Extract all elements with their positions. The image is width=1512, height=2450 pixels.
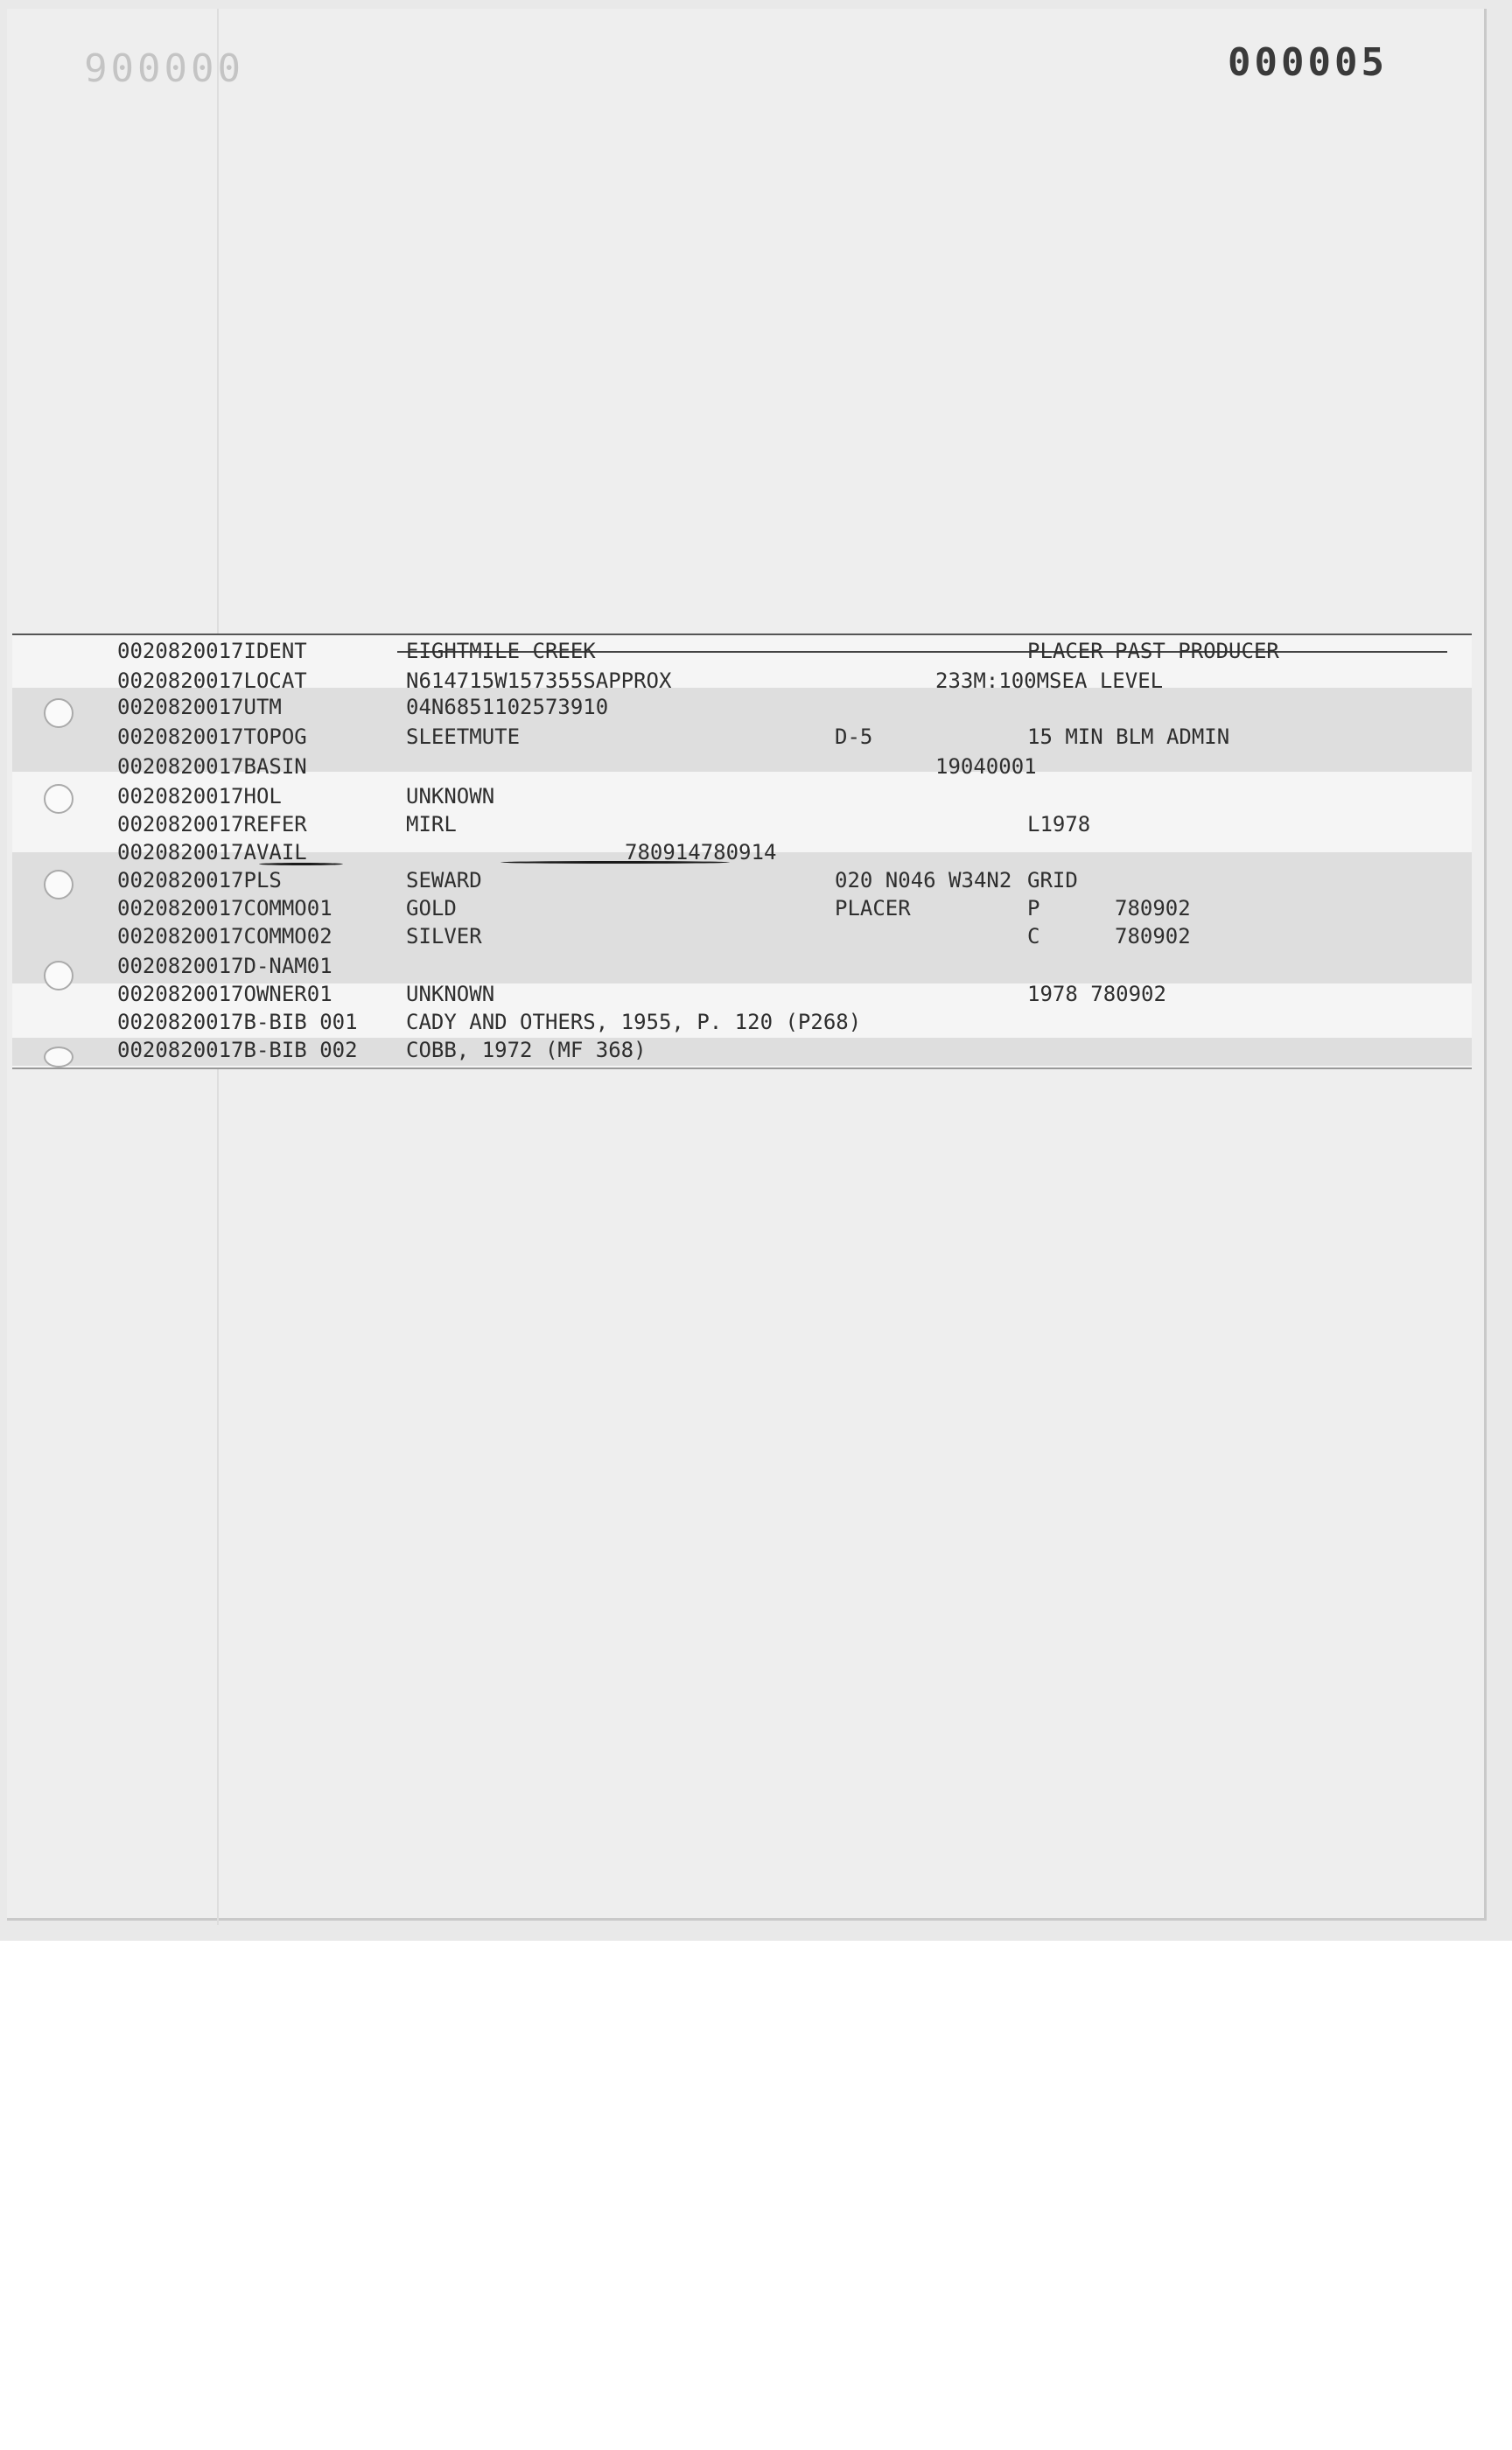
record-field: SILVER bbox=[406, 924, 482, 948]
record-row bbox=[117, 724, 1465, 752]
record-key: 0020820017UTM bbox=[117, 695, 282, 719]
record-row bbox=[117, 754, 1465, 782]
record-row bbox=[117, 668, 1465, 696]
record-row bbox=[117, 695, 1465, 723]
record-field: 19040001 bbox=[935, 754, 1037, 779]
record-field: 780902 bbox=[1115, 896, 1191, 920]
tractor-hole bbox=[44, 961, 74, 990]
tractor-hole bbox=[44, 870, 74, 900]
record-key: 0020820017IDENT bbox=[117, 639, 307, 663]
record-field: D-5 bbox=[835, 724, 873, 749]
record-key: 0020820017REFER bbox=[117, 812, 307, 836]
record-field: 15 MIN BLM ADMIN bbox=[1027, 724, 1230, 749]
record-key: 0020820017BASIN bbox=[117, 754, 307, 779]
ghost-page-number: 000006 bbox=[80, 44, 241, 88]
record-key: 0020820017OWNER01 bbox=[117, 982, 332, 1006]
record-field: 780914780914 bbox=[625, 840, 777, 864]
tractor-hole bbox=[44, 784, 74, 814]
record-field: SEWARD bbox=[406, 868, 482, 892]
record-key: 0020820017COMMO01 bbox=[117, 896, 332, 920]
record-key: 0020820017COMMO02 bbox=[117, 924, 332, 948]
record-field: CADY AND OTHERS, 1955, P. 120 (P268) bbox=[406, 1010, 862, 1034]
record-row bbox=[117, 1010, 1465, 1038]
record-row bbox=[117, 924, 1465, 952]
tractor-hole bbox=[44, 698, 74, 728]
pen-underline bbox=[259, 863, 343, 865]
record-row bbox=[117, 954, 1465, 982]
record-field: 020 N046 W34N2 bbox=[835, 868, 1012, 892]
record-field: GRID bbox=[1027, 868, 1078, 892]
record-field: EIGHTMILE CREEK bbox=[406, 639, 596, 663]
record-key: 0020820017B-BIB 001 bbox=[117, 1010, 358, 1034]
record-field: N614715W157355SAPPROX bbox=[406, 668, 672, 693]
record-field: GOLD bbox=[406, 896, 457, 920]
record-field: PLACER bbox=[1027, 639, 1103, 663]
computer-printout bbox=[12, 634, 1472, 1069]
record-field: P bbox=[1027, 896, 1040, 920]
record-row bbox=[117, 784, 1465, 812]
tractor-hole bbox=[44, 1046, 74, 1068]
record-row bbox=[117, 812, 1465, 840]
record-field: UNKNOWN bbox=[406, 982, 495, 1006]
record-field: C bbox=[1027, 924, 1040, 948]
record-field: MIRL bbox=[406, 812, 457, 836]
pen-underline bbox=[500, 861, 730, 864]
record-key: 0020820017HOL bbox=[117, 784, 282, 808]
record-key: 0020820017B-BIB 002 bbox=[117, 1038, 358, 1062]
record-field: PAST PRODUCER bbox=[1115, 639, 1279, 663]
record-row bbox=[117, 639, 1465, 667]
record-key: 0020820017TOPOG bbox=[117, 724, 307, 749]
record-field: COBB, 1972 (MF 368) bbox=[406, 1038, 647, 1062]
record-row bbox=[117, 896, 1465, 924]
record-field: PLACER bbox=[835, 896, 911, 920]
record-field: 04N6851102573910 bbox=[406, 695, 609, 719]
record-row bbox=[117, 868, 1465, 896]
record-key: 0020820017AVAIL bbox=[117, 840, 307, 864]
record-key: 0020820017D-NAM01 bbox=[117, 954, 332, 978]
record-key: 0020820017LOCAT bbox=[117, 668, 307, 693]
record-field: 1978 780902 bbox=[1027, 982, 1166, 1006]
record-field: 233M:100MSEA LEVEL bbox=[935, 668, 1164, 693]
record-field: UNKNOWN bbox=[406, 784, 495, 808]
record-field: 780902 bbox=[1115, 924, 1191, 948]
record-row bbox=[117, 1038, 1465, 1066]
record-field: L1978 bbox=[1027, 812, 1091, 836]
record-row bbox=[117, 982, 1465, 1010]
record-key: 0020820017PLS bbox=[117, 868, 282, 892]
record-field: SLEETMUTE bbox=[406, 724, 521, 749]
page-number: 000005 bbox=[1228, 40, 1388, 85]
